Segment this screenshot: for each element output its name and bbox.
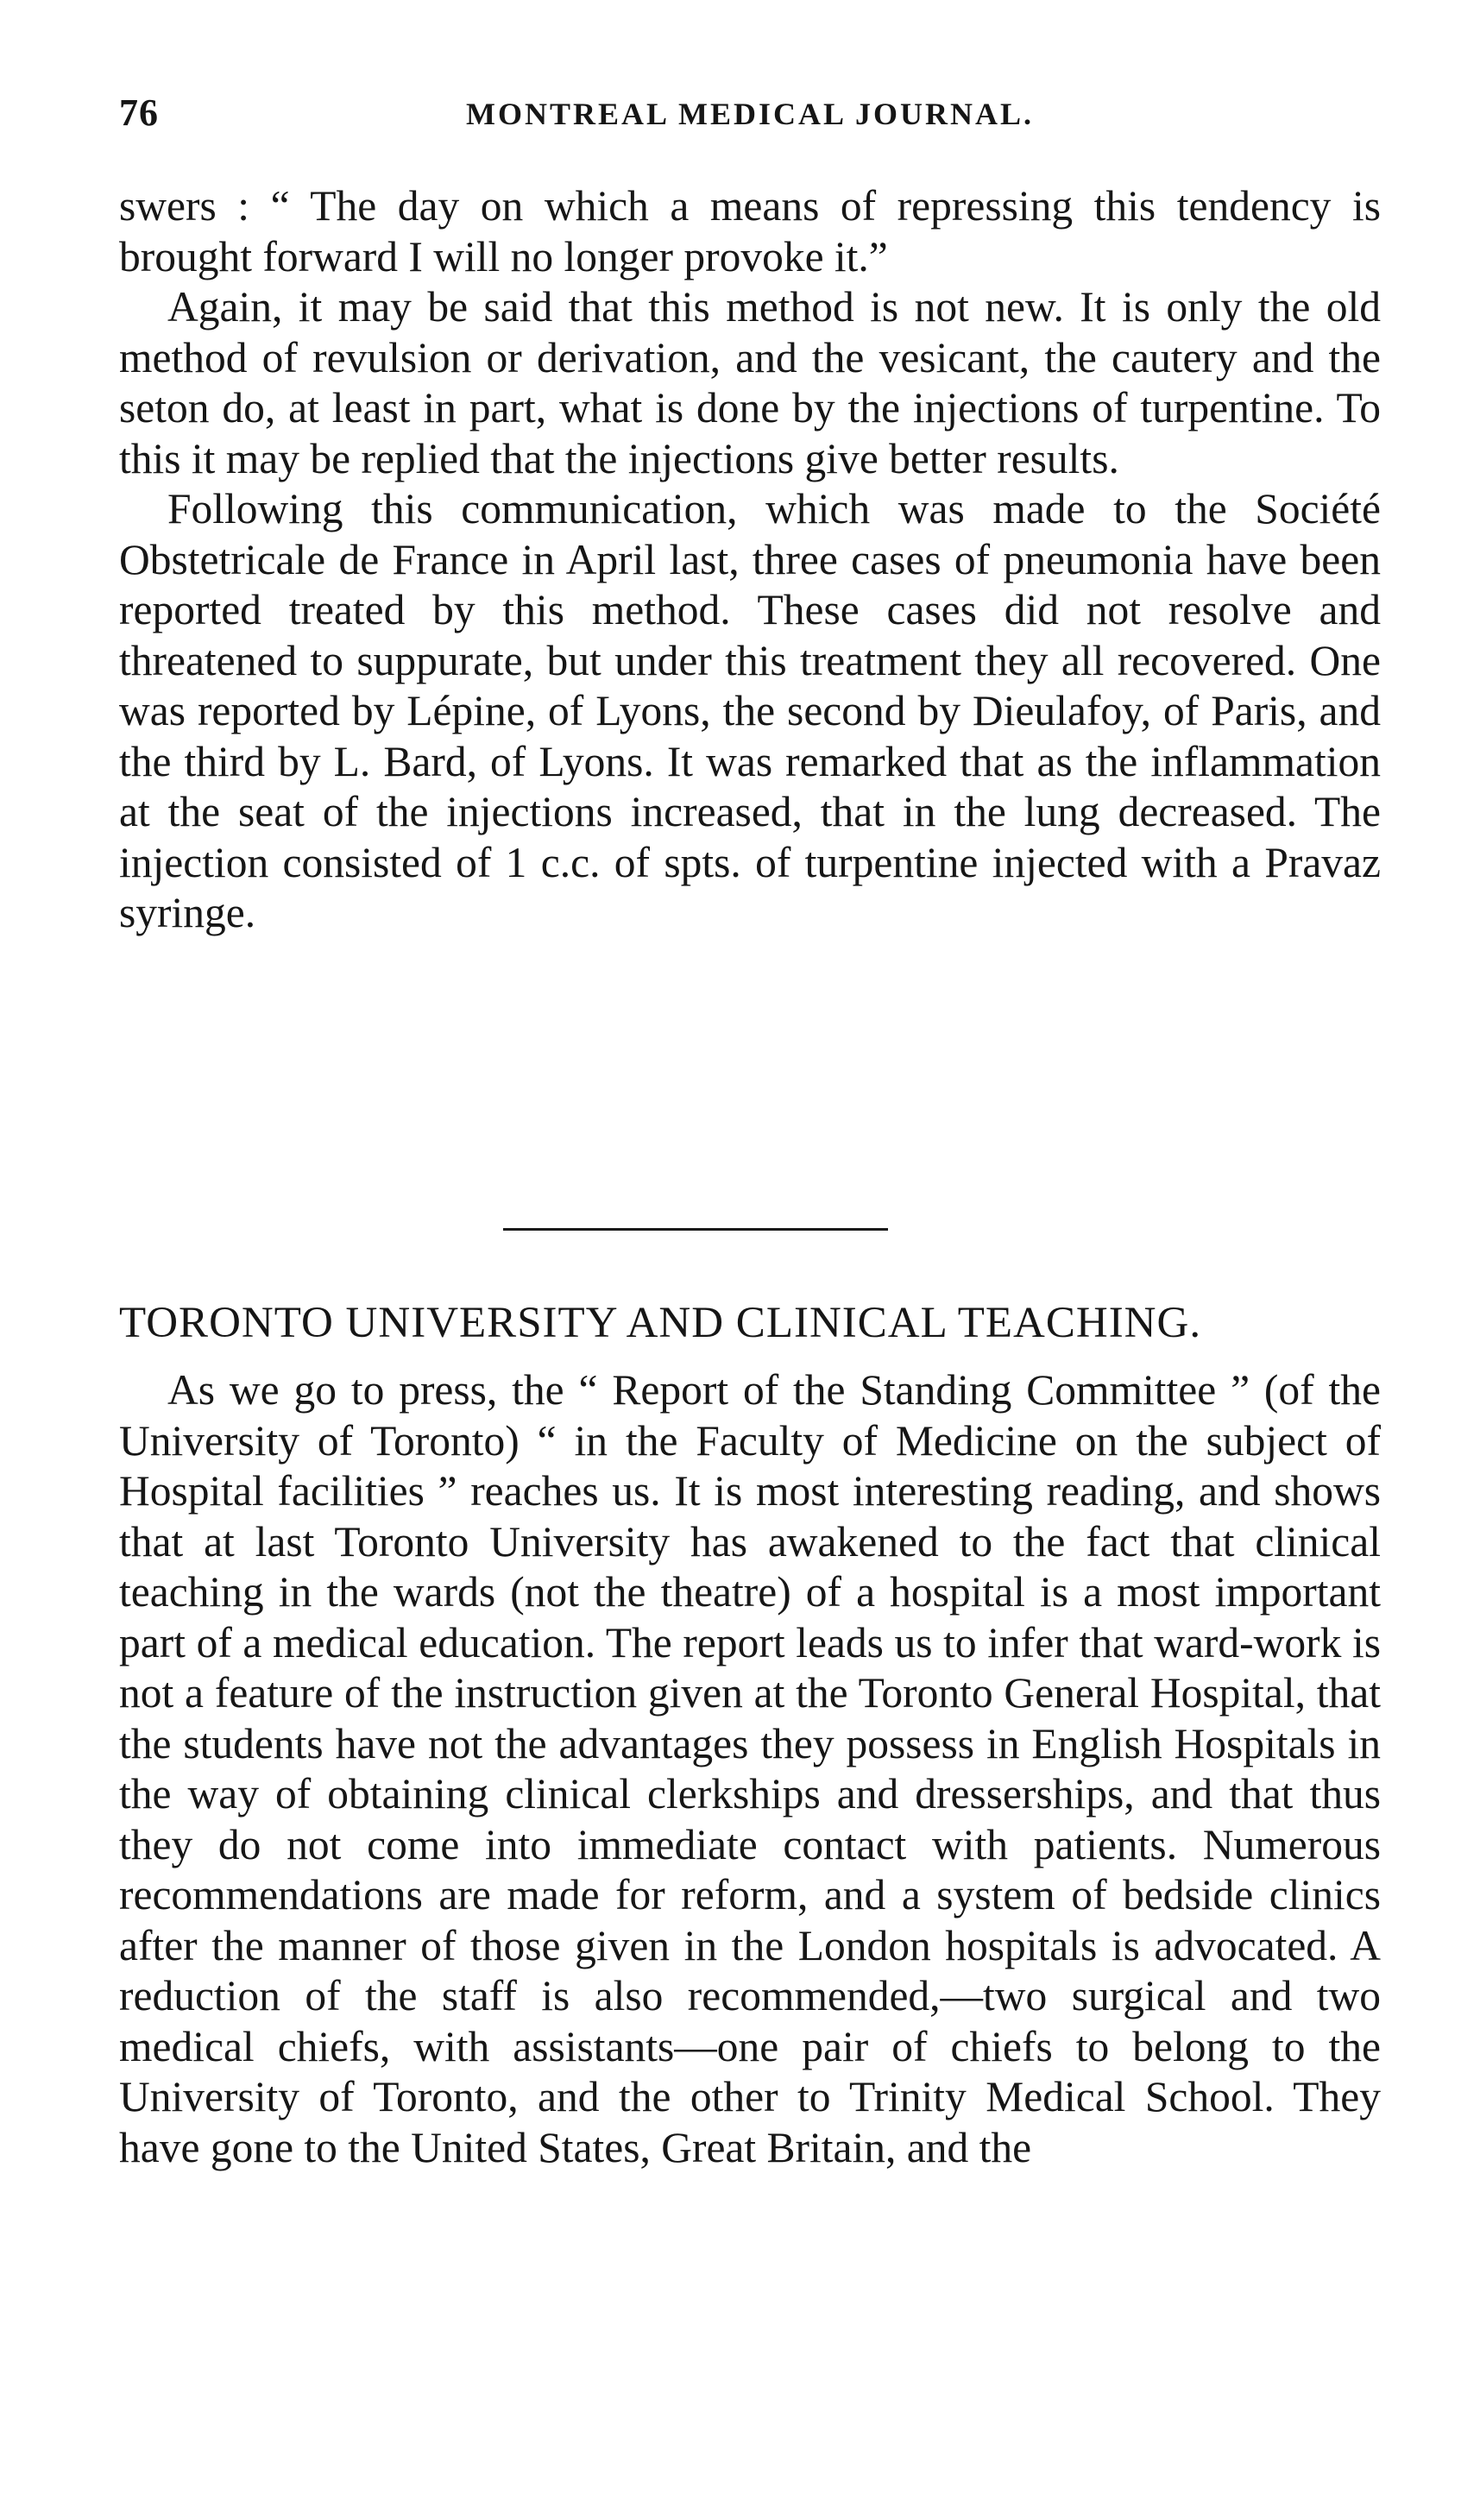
top-text-block: [119, 181, 1381, 939]
paragraph-toronto-report: As we go to press, the “ Report of the Standing Committee ” (of the University of Toronto) “ in the Faculty of Medicine on the subject of Hospital facilities ” reaches us. It is most interesting reading, and shows that at last Toronto University has awakened to the fact that clinical teaching in the wards (not the theatre) of a hospital is a most important part of a medical education. The report leads us to infer that ward-work is not a feature of the instruction given at the Toronto General Hospital, that the students have not the advantages they possess in English Hospitals in the way of obtaining clinical clerkships and dresserships, and that thus they do not come into immediate contact with patients. Numerous recommendations are made for reform, and a system of bedside clinics after the manner of those given in the London hospitals is advocated. A reduction of the staff is also recommended,—two surgical and two medical chiefs, with assistants—one pair of chiefs to belong to the University of Toronto, and the other to Trinity Medical School. They have gone to the United States, Great Britain, and the: [119, 1366, 1381, 2171]
section-text-block: [119, 1365, 1381, 2173]
paragraph-cases-reported: Following this communication, which was made to the Société Obstetricale de France in April last, three cases of pneumonia have been reported treated by this method. These cases did not resolve and threatened to suppurate, but under this treatment they all recovered. One was reported by Lépine, of Lyons, the second by Dieulafoy, of Paris, and the third by L. Bard, of Lyons. It was remarked that as the inflammation at the seat of the injections increased, that in the lung decreased. The injection consisted of 1 c.c. of spts. of turpentine injected with a Pravaz syringe.: [119, 485, 1381, 936]
running-head: [119, 91, 1381, 142]
continued-paragraph: swers : “ The day on which a means of repressing this tendency is brought forward I will no longer provoke it.”: [119, 182, 1381, 280]
page-number: 76: [119, 91, 159, 134]
journal-title: MONTREAL MEDICAL JOURNAL.: [465, 97, 1035, 131]
paragraph-method-not-new: Again, it may be said that this method is not new. It is only the old method of revulsion or derivation, and the vesicant, the cautery and the seton do, at least in part, what is done by the injections of turpentine. To this it may be replied that the injections give better results.: [119, 283, 1381, 482]
section-divider: [503, 1228, 888, 1231]
section-heading: TORONTO UNIVERSITY AND CLINICAL TEACHING.: [119, 1299, 1202, 1347]
